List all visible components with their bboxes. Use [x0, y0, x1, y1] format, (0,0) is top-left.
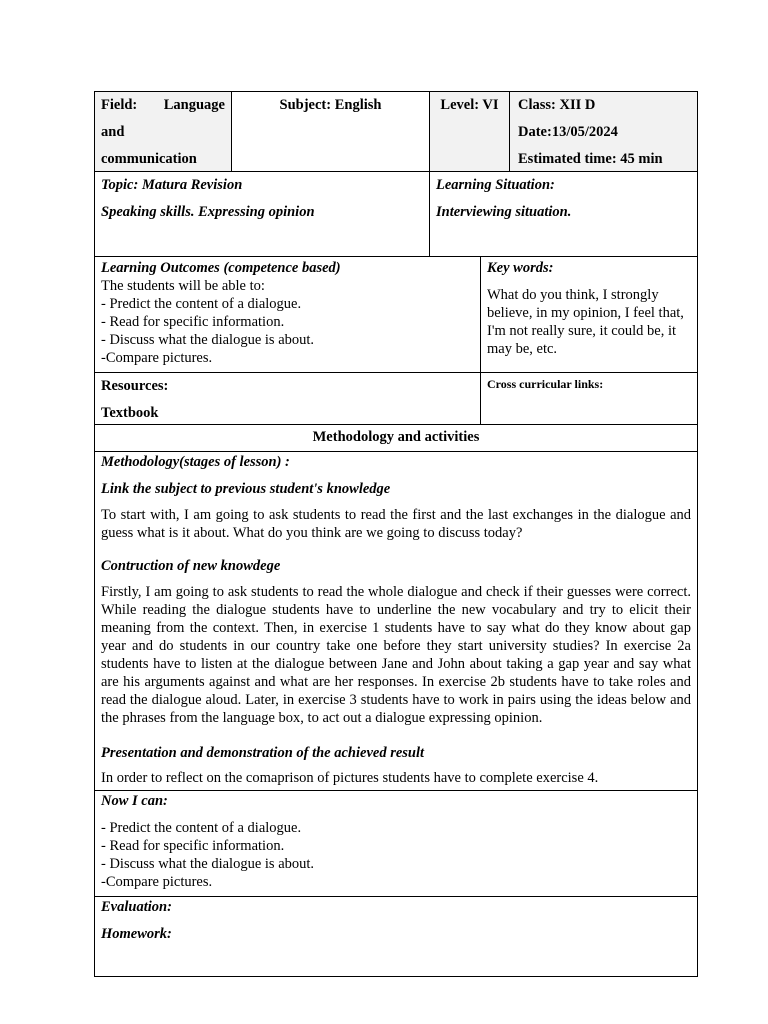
resources-row: [95, 373, 697, 425]
list-item: - Discuss what the dialogue is about.: [101, 856, 315, 872]
methodology-title-cell: [95, 425, 697, 451]
outcomes-cell: [95, 257, 481, 372]
outcomes-intro: The students will be able to:: [101, 278, 265, 294]
field-label: Field:: [101, 97, 138, 113]
topic-row: [95, 172, 697, 257]
methodology-cell: [95, 452, 697, 790]
topic-cell: [95, 172, 430, 256]
level-text: Level: VI: [440, 97, 499, 113]
methodology-row: [95, 452, 697, 791]
situation-value: Interviewing situation.: [436, 204, 572, 220]
time-text: Estimated time: 45 min: [518, 151, 663, 167]
methodology-title: Methodology and activities: [312, 429, 480, 445]
resources-label: Resources:: [101, 378, 169, 394]
presentation-text: In order to reflect on the comaprison of pictures students have to complete exercise 4.: [101, 770, 599, 786]
list-item: - Read for specific information.: [101, 838, 285, 854]
now-i-can-row: [95, 791, 697, 897]
construction-text: Firstly, I am going to ask students to read the whole dialogue and check if their guesses were correct. While reading the dialogue students have to underline the new vocabulary and try to elicit their meaning from the context. Then, in exercise 1 students have to say what do they know about gap year and do students in our country take one before they start university studies? In exercise 2a students have to listen at the dialogue between Jane and John about taking a gap year and say what are his arguments against and what are her responses. In exercise 2b students have to take roles and read the dialogue aloud. Later, in exercise 3 students have to work in pairs using the ideas below and the phrases from the language box, to act out a dialogue expressing opinion.: [101, 584, 691, 726]
homework-label: Homework:: [101, 926, 172, 942]
topic-label: Topic: Matura Revision: [101, 177, 243, 193]
situation-label: Learning Situation:: [436, 177, 555, 193]
field-value-1: Language: [163, 97, 225, 113]
evaluation-cell: [95, 897, 697, 976]
construction-heading: Contruction of new knowdege: [101, 558, 281, 574]
subject-text: Subject: English: [279, 97, 382, 113]
presentation-heading: Presentation and demonstration of the achieved result: [101, 745, 425, 761]
list-item: - Read for specific information.: [101, 314, 285, 330]
cross-cell: [481, 373, 697, 424]
outcomes-label: Learning Outcomes (competence based): [101, 260, 341, 276]
subject-cell: [232, 92, 430, 171]
link-text: To start with, I am going to ask students to read the first and the last exchanges in the dialogue and guess what is it about. What do you think are we going to discuss today?: [101, 507, 691, 541]
field-value-2: and: [101, 124, 125, 140]
list-item: - Predict the content of a dialogue.: [101, 820, 302, 836]
field-value-3: communication: [101, 151, 197, 167]
date-text: Date:13/05/2024: [518, 124, 618, 140]
lesson-plan-table: [94, 91, 698, 977]
now-i-can-label: Now I can:: [101, 793, 168, 809]
class-text: Class: XII D: [518, 97, 596, 113]
evaluation-row: [95, 897, 697, 976]
level-cell: [430, 92, 510, 171]
header-row: [95, 92, 697, 172]
list-item: - Predict the content of a dialogue.: [101, 296, 302, 312]
keywords-text: What do you think, I strongly believe, in my opinion, I feel that, I'm not really sure, it could be, it may be, etc.: [487, 287, 684, 357]
keywords-label: Key words:: [487, 260, 554, 276]
methodology-title-row: [95, 425, 697, 452]
cross-label: Cross curricular links:: [487, 377, 604, 391]
now-i-can-cell: [95, 791, 697, 896]
class-cell: [510, 92, 697, 171]
field-cell: [95, 92, 232, 171]
link-heading: Link the subject to previous student's knowledge: [101, 481, 391, 497]
stages-label: Methodology(stages of lesson) :: [101, 454, 290, 470]
resources-cell: [95, 373, 481, 424]
evaluation-label: Evaluation:: [101, 899, 172, 915]
list-item: -Compare pictures.: [101, 874, 213, 890]
situation-cell: [430, 172, 697, 256]
outcomes-row: [95, 257, 697, 373]
list-item: -Compare pictures.: [101, 350, 213, 366]
list-item: - Discuss what the dialogue is about.: [101, 332, 315, 348]
keywords-cell: [481, 257, 697, 372]
topic-subtitle: Speaking skills. Expressing opinion: [101, 204, 315, 220]
resources-value: Textbook: [101, 405, 159, 421]
